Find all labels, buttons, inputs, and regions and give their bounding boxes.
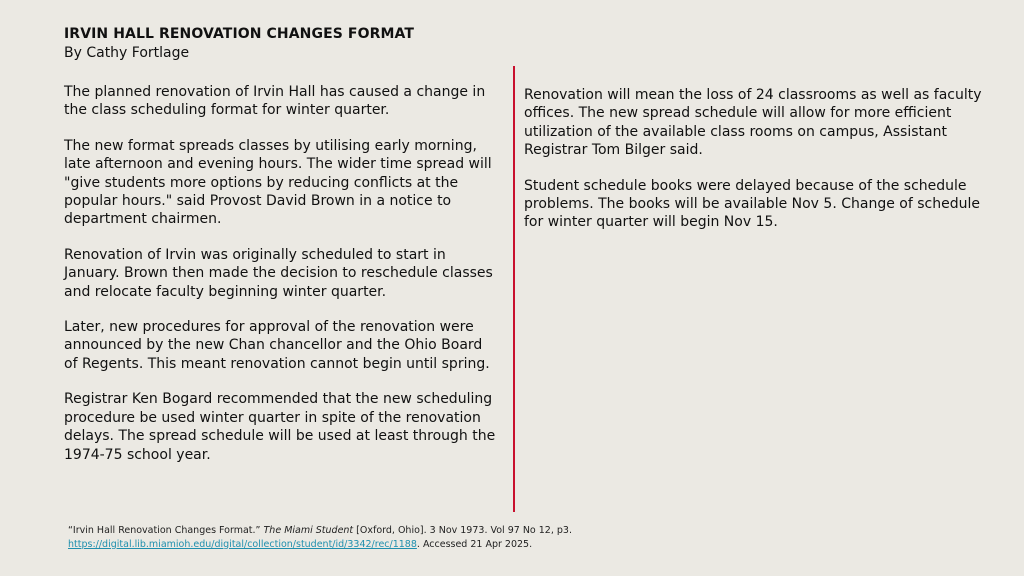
paragraph: Later, new procedures for approval of the renovation were announced by the new Chan chancellor and the Ohio Board of Regents. This meant renovation cannot begin until spring. [64,319,490,372]
article-byline: By Cathy Fortlage [64,45,190,61]
paragraph: Registrar Ken Bogard recommended that the new scheduling procedure be used winter quarter in spite of the renovation delays. The spread schedule will be used at least through the 1974-75 school year. [64,391,496,463]
paragraph: The planned renovation of Irvin Hall has caused a change in the class scheduling format for winter quarter. [64,84,486,119]
left-column [64,83,496,481]
paragraph: The new format spreads classes by utilising early morning, late afternoon and evening hours. The wider time spread will "give students more options by reducing conflicts at the popular hours." said Provost David Brown in a notice to department chairmen. [64,137,492,228]
column-divider [513,66,515,512]
citation [68,524,898,551]
citation-link[interactable]: https://digital.lib.miamioh.edu/digital/collection/student/id/3342/rec/1188 [68,538,417,550]
paragraph: Student schedule books were delayed because of the schedule problems. The books will be available Nov 5. Change of schedule for winter quarter will begin Nov 15. [524,177,980,231]
paragraph: Renovation will mean the loss of 24 classrooms as well as faculty offices. The new spread schedule will allow for more efficient utilization of the available class rooms on campus, Assistant Registrar Tom Bilger said. [524,87,982,159]
paragraph: Renovation of Irvin was originally scheduled to start in January. Brown then made the decision to reschedule classes and relocate faculty beginning winter quarter. [64,246,493,300]
citation-publication: The Miami Student [263,525,354,536]
citation-suffix: . Accessed 21 Apr 2025. [416,538,533,550]
right-column [524,86,994,249]
article-title: IRVIN HALL RENOVATION CHANGES FORMAT [64,26,414,42]
citation-prefix: “Irvin Hall Renovation Changes Format.” [68,525,264,536]
citation-details: [Oxford, Ohio]. 3 Nov 1973. Vol 97 No 12, p3. [353,525,572,536]
